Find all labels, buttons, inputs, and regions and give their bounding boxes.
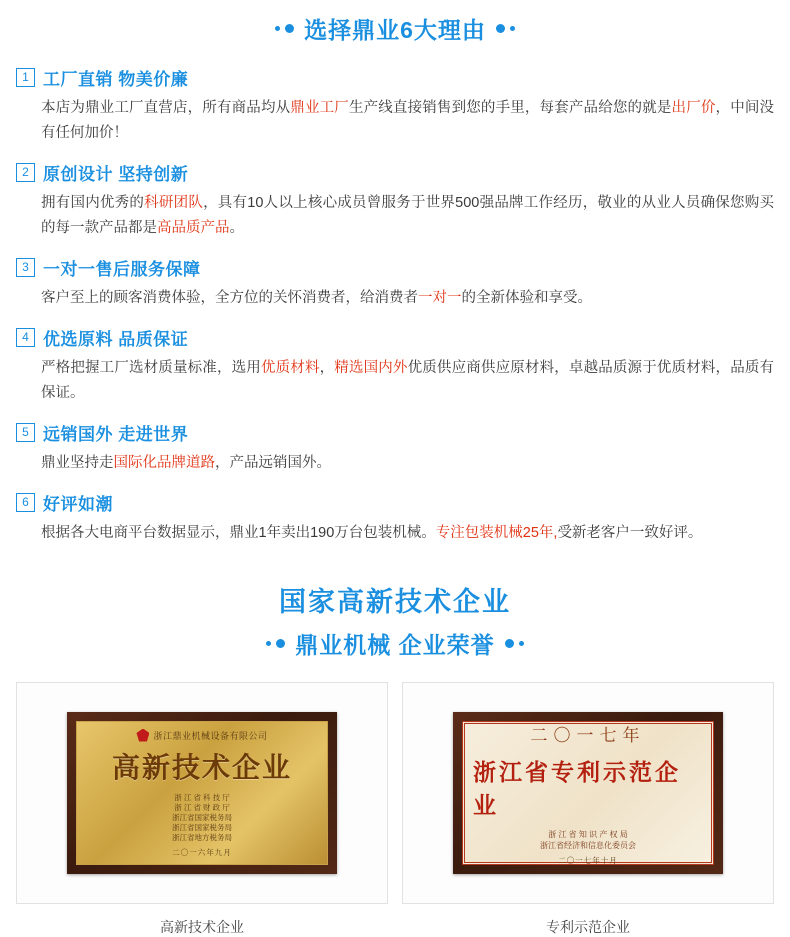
dot-big-icon <box>496 24 505 33</box>
reason-title: 远销国外 走进世界 <box>43 425 189 444</box>
reason-title: 一对一售后服务保障 <box>43 260 201 279</box>
reasons-list <box>16 65 774 546</box>
dot-small-icon <box>275 26 280 31</box>
highlighted-text: 优质材料 <box>260 360 320 376</box>
highlighted-text: 精选国内外 <box>334 360 408 376</box>
body-text: ，具有10人以上核心成员曾服务于世界500强品牌工作经历，敬业的从业人员确保您购买的每一款产品都是 <box>41 195 775 236</box>
honor-sub-heading: 鼎业机械 企业荣誉 <box>295 632 495 658</box>
body-text: ，中间没有任何加价！ <box>41 100 775 141</box>
company-logo-icon <box>136 729 149 742</box>
body-text: 优质供应商供应原材料，卓越品质源于优质材料，品质有保证。 <box>41 360 775 401</box>
highlighted-text: 出厂价 <box>671 100 716 116</box>
dot-small-icon <box>266 641 271 646</box>
body-text: 拥有国内优秀的 <box>41 195 145 211</box>
certificate-gallery <box>0 682 790 937</box>
body-text: 本店为鼎业工厂直营店，所有商品均从 <box>41 100 291 116</box>
heading-dots-right <box>496 24 515 33</box>
reason-title-row <box>16 420 774 445</box>
dot-small-icon <box>519 641 524 646</box>
plaque-date: 二〇一七年十月 <box>558 855 618 865</box>
body-text: 客户至上的顾客消费体验，全方位的关怀消费者，给消费者 <box>41 290 418 306</box>
dot-big-icon <box>276 639 285 648</box>
reason-body <box>41 451 774 476</box>
reason-title: 工厂直销 物美价廉 <box>43 70 189 89</box>
reason-body <box>41 286 774 311</box>
reason-item <box>16 420 774 476</box>
highlighted-text: 科研团队 <box>144 195 204 211</box>
plaque-year: 二〇一七年 <box>530 725 646 745</box>
honor-section-heading <box>0 627 790 660</box>
plaque-issuer-line: 浙 江 省 财 政 厅 <box>174 802 230 812</box>
reason-title-row <box>16 65 774 90</box>
dot-big-icon <box>285 24 294 33</box>
plaque-org-name: 浙江鼎业机械设备有限公司 <box>153 730 268 741</box>
dot-big-icon <box>505 639 514 648</box>
body-text: ， <box>319 360 335 376</box>
body-text: ，产品远销国外。 <box>215 455 331 471</box>
reason-title: 原创设计 坚持创新 <box>43 165 189 184</box>
plaque-title: 浙江省专利示范企业 <box>473 758 681 818</box>
plaque-title: 高新技术企业 <box>111 751 292 783</box>
highlighted-text: 高品质产品 <box>157 220 230 236</box>
plaque-issuer-line: 浙 江 省 知 识 产 权 局 <box>548 829 628 839</box>
plaque-issuer-line: 浙 江 省 科 技 厅 <box>174 792 230 802</box>
body-text: 严格把握工厂选材质量标准，选用 <box>41 360 261 376</box>
reason-title: 优选原料 品质保证 <box>43 330 189 349</box>
reason-body <box>41 96 774 146</box>
reason-title-row <box>16 490 774 515</box>
plaque-issuer-line: 浙江省国家税务局 <box>172 822 232 832</box>
plaque-issuer-line: 浙江省国家税务局 <box>172 812 232 822</box>
heading-dots-left <box>275 24 294 33</box>
highlighted-text: 国际化品牌道路 <box>113 455 215 471</box>
reason-body <box>41 521 774 546</box>
body-text: 根据各大电商平台数据显示，鼎业1年卖出190万台包装机械。 <box>41 525 436 541</box>
reason-item <box>16 255 774 311</box>
reason-item <box>16 490 774 546</box>
highlighted-text: 鼎业工厂 <box>290 100 349 116</box>
plaque-issuer-line: 浙江省经济和信息化委员会 <box>540 840 636 850</box>
body-text: 。 <box>229 220 244 236</box>
plaque-inner <box>76 721 328 865</box>
reason-number-badge: 5 <box>16 423 35 442</box>
reason-item <box>16 160 774 241</box>
plaque-org-row <box>136 729 267 742</box>
reason-item <box>16 325 774 406</box>
certificate-image-frame[interactable] <box>16 682 388 904</box>
reason-number-badge: 2 <box>16 163 35 182</box>
reason-number-badge: 1 <box>16 68 35 87</box>
reason-number-badge: 3 <box>16 258 35 277</box>
page-title: 选择鼎业6大理由 <box>304 17 486 43</box>
heading-dots-right <box>505 639 524 648</box>
reason-number-badge: 4 <box>16 328 35 347</box>
body-text: 鼎业坚持走 <box>41 455 114 471</box>
certificate-card[interactable] <box>402 682 774 937</box>
plaque-issuer-lines <box>540 829 636 851</box>
body-text: 的全新体验和享受。 <box>461 290 592 306</box>
body-text: 受新老客户一致好评。 <box>557 525 703 541</box>
reason-title: 好评如潮 <box>43 495 113 514</box>
plaque-issuer-line: 浙江省地方税务局 <box>172 832 232 842</box>
certificate-card[interactable] <box>16 682 388 937</box>
reason-number-badge: 6 <box>16 493 35 512</box>
reason-body <box>41 356 774 406</box>
reason-title-row <box>16 160 774 185</box>
certificate-caption: 高新技术企业 <box>160 919 244 935</box>
plaque-date: 二〇一六年九月 <box>172 847 232 857</box>
heading-dots-left <box>266 639 285 648</box>
certificate-plaque <box>67 712 337 874</box>
honor-main-title: 国家高新技术企业 <box>279 587 511 617</box>
certificate-image-frame[interactable] <box>402 682 774 904</box>
plaque-inner <box>462 721 714 865</box>
reason-title-row <box>16 255 774 280</box>
highlighted-text: 专注包装机械25年, <box>435 525 558 541</box>
highlighted-text: 一对一 <box>418 290 462 306</box>
reason-body <box>41 191 774 241</box>
reason-title-row <box>16 325 774 350</box>
plaque-issuer-lines <box>172 793 232 843</box>
reasons-section-heading <box>0 12 790 45</box>
certificate-plaque <box>453 712 723 874</box>
certificate-caption: 专利示范企业 <box>546 919 630 935</box>
dot-small-icon <box>510 26 515 31</box>
reason-item <box>16 65 774 146</box>
body-text: 生产线直接销售到您的手里，每套产品给您的就是 <box>348 100 672 116</box>
